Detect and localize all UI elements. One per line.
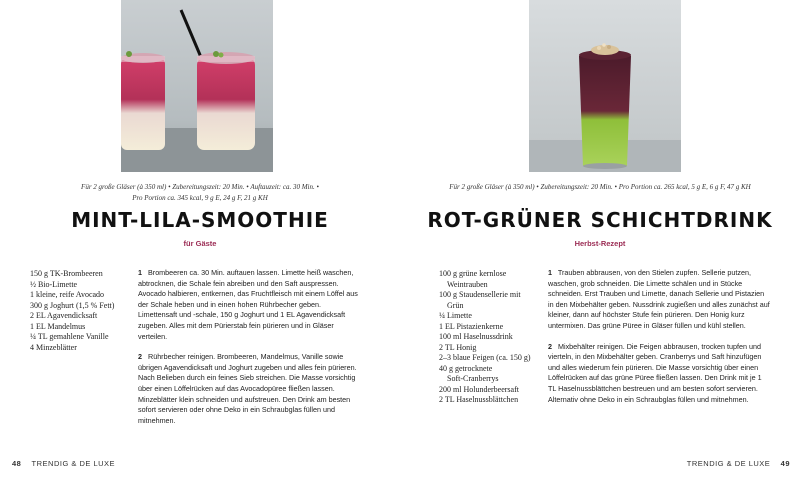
meta-line: Pro Portion ca. 345 kcal, 9 g E, 24 g F, 21 g KH (132, 194, 268, 202)
step-number: 2 (548, 341, 552, 351)
ingredient-item: 1 EL Mandelmus (30, 321, 86, 331)
ingredient-item: 200 ml Holunderbeersaft (439, 384, 519, 394)
recipe-meta (0, 182, 400, 204)
ingredient-item: 2 TL Honig (439, 342, 477, 352)
instructions (548, 268, 770, 415)
step (548, 342, 770, 406)
page-footer (687, 459, 790, 468)
meta-line: Für 2 große Gläser (à 350 ml) • Zubereitungszeit: 20 Min. • Pro Portion ca. 265 kcal, 5 g E, 6 g F, 47 g KH (449, 183, 751, 191)
ingredient-item: ½ Bio-Limette (30, 279, 78, 289)
ingredient-item: 1 kleine, reife Avocado (30, 290, 105, 299)
ingredient-item: 2 EL Agavendicksaft (30, 311, 98, 320)
ingredient-item: ¼ TL gemahlene Vanille (30, 332, 109, 341)
recipe-meta (400, 182, 800, 193)
step-number: 1 (138, 268, 142, 277)
step-number: 2 (138, 352, 142, 362)
ingredient-list (30, 269, 114, 353)
step-number: 1 (548, 268, 552, 277)
right-page (400, 0, 800, 485)
step-text: Brombeeren ca. 30 Min. auftauen lassen. Limette heiß waschen, abtrocknen, die Schale fein abreiben und den Saft auspressen. Avocado halbieren, entkernen, das Fruchtfleisch mit einem Löffel aus der Schale heben und in einen hohen Rührbecher geben. Limettensaft und -schale, 150 g Joghurt und 1 EL Agavendicksaft zugeben. Alles mit dem Pürierstab fein pürieren und in Gläser verteilen. (138, 268, 358, 341)
ingredient-item: ¼ Limette (439, 311, 472, 320)
ingredient-item: 1 EL Pistazienkerne (439, 321, 504, 331)
smoothie-photo (121, 0, 273, 172)
recipe-subtitle: Herbst-Rezept (574, 239, 626, 248)
recipe-title: ROT-GRÜNER SCHICHTDRINK (427, 208, 773, 232)
page-footer (12, 459, 115, 468)
step (548, 268, 770, 332)
ingredient-item: 40 g getrocknete (439, 363, 493, 373)
ingredient-item: Soft-Cranberrys (447, 374, 499, 383)
ingredient-item: Weintrauben (447, 279, 488, 289)
step (138, 268, 360, 342)
ingredient-item: 300 g Joghurt (1,5 % Fett) (30, 300, 115, 310)
ingredient-item: 100 g Staudensellerie mit (439, 290, 521, 299)
ingredient-list (439, 269, 531, 406)
layered-drink-photo (529, 0, 681, 172)
running-title: TRENDIG & DE LUXE (31, 459, 116, 468)
ingredient-item: 2–3 blaue Feigen (ca. 150 g) (439, 353, 531, 362)
step-text: Mixbehälter reinigen. Die Feigen abbrausen, trocken tupfen und vierteln, in den Mixbehälter geben. Cranberrys und Saft hinzufügen und alles wiederum fein pürieren. Die Masse vorsichtig über einen Löffelrücken auf das grüne Püree fließen lassen. Den Drink mit je 1 TL Haselnussblättchen bestreuen und am besten sofort servieren. Alternativ ohne Deko in ein Schraubglas füllen und mitnehmen. (548, 341, 762, 404)
meta-line: Für 2 große Gläser (à 350 ml) • Zubereitungszeit: 20 Min. • Auftauzeit: ca. 30 Min. • (81, 183, 319, 191)
page-number: 48 (12, 459, 22, 468)
ingredient-item: Grün (447, 300, 464, 310)
ingredient-item: 2 TL Haselnussblättchen (439, 395, 519, 404)
ingredient-item: 4 Minzeblätter (30, 342, 77, 352)
instructions (138, 268, 360, 436)
page-number: 49 (780, 459, 790, 468)
step-text: Rührbecher reinigen. Brombeeren, Mandelmus, Vanille sowie übrigen Agavendicksaft und Joghurt zugeben und alles fein pürieren. Nach Belieben durch ein feines Sieb streichen. Die Masse vorsichtig über einen Löffelrücken auf das Avocadopüree fließen lassen. Minzeblätter klein schneiden und aufstreuen. Den Drink am besten sofort servieren oder ohne Deko in ein Schraubglas füllen und mitnehmen. (138, 352, 357, 425)
step (138, 352, 360, 426)
recipe-title: MINT-LILA-SMOOTHIE (71, 208, 329, 232)
ingredient-item: 100 ml Haselnussdrink (439, 332, 513, 341)
ingredient-item: 150 g TK-Brombeeren (30, 269, 103, 278)
step-text: Trauben abbrausen, von den Stielen zupfen. Sellerie putzen, waschen, grob schneiden. Die Limette schälen und in Stücke schneiden. Erst Trauben und Limette, danach Sellerie und Pistazien in den Mixbehälter geben. Nussdrink zugießen und alles zunächst auf kleiner, dann auf höchster Stufe fein pürieren. Den Honig kurz untermixen. Das grüne Püree in Gläser füllen und kühl stellen. (548, 268, 770, 330)
running-title: TRENDIG & DE LUXE (686, 459, 771, 468)
ingredient-item: 100 g grüne kernlose (439, 269, 507, 278)
recipe-subtitle: für Gäste (183, 239, 217, 248)
